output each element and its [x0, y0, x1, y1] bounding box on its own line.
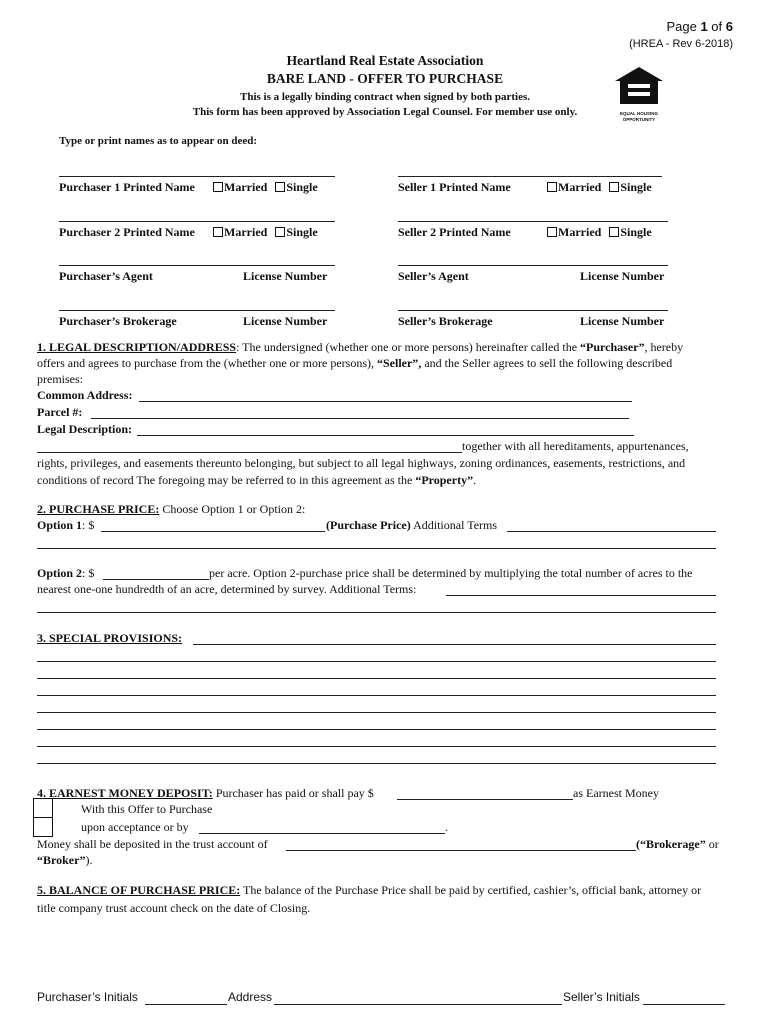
house-icon [613, 66, 665, 106]
parcel-line[interactable] [91, 418, 629, 419]
s1-line2 [37, 356, 672, 371]
seller1-label: Seller 1 Printed Name [398, 180, 511, 194]
form-title: BARE LAND - OFFER TO PURCHASE [266, 71, 504, 86]
special-provisions-line[interactable] [37, 746, 716, 747]
seller-agent-license-label: License Number [580, 269, 665, 283]
s5-text1: The balance of the Purchase Price shall be paid by certified, cashier’s, official bank, attorney or [240, 883, 702, 897]
purchase-price-term: (Purchase Price) [326, 518, 411, 532]
s1-line6 [37, 473, 476, 488]
purchaser-agent-license-label: License Number [243, 269, 328, 283]
s4-broker [37, 853, 92, 868]
special-provisions-line[interactable] [37, 695, 716, 696]
legal-description-line[interactable] [137, 435, 634, 436]
s5-line1 [37, 883, 701, 898]
page-total: 6 [725, 19, 733, 34]
option2-price-line[interactable] [103, 579, 209, 580]
married-label: Married [224, 180, 268, 194]
seller-term: “Seller”, [376, 356, 422, 370]
purchaser2-single-checkbox[interactable] [275, 227, 285, 237]
s5-heading: 5. BALANCE OF PURCHASE PRICE: [37, 883, 241, 897]
single-label: Single [620, 225, 652, 239]
address-line[interactable] [274, 1004, 562, 1005]
s4-brokerage [636, 837, 719, 852]
brokerage-term: (“Brokerage” [636, 837, 706, 851]
s2-heading: 2. PURCHASE PRICE: [37, 502, 160, 516]
option2-dollar: : $ [82, 566, 95, 580]
single-label: Single [286, 225, 318, 239]
s1-text1a: : The undersigned (whether one or more persons) hereinafter called the [236, 340, 581, 354]
seller1-married-checkbox[interactable] [547, 182, 557, 192]
purchaser-brokerage-label: Purchaser’s Brokerage [59, 314, 177, 328]
property-term: “Property” [415, 473, 474, 487]
single-label: Single [286, 180, 318, 194]
s1-line1 [37, 340, 683, 355]
s1-text6b: . [473, 473, 477, 487]
s4-deposit-text: Money shall be deposited in the trust account of [37, 837, 268, 851]
legal-notice: This is a legally binding contract when signed by both parties. [239, 91, 531, 103]
earnest-option-a: With this Offer to Purchase [81, 802, 213, 816]
seller-initials-line[interactable] [643, 1004, 725, 1005]
seller-brokerage-license-label: License Number [580, 314, 665, 328]
married-label: Married [558, 225, 602, 239]
deed-instruction: Type or print names as to appear on deed: [59, 135, 258, 147]
footer-purchaser-initials: Purchaser’s Initials [37, 990, 138, 1004]
option2-terms-line2[interactable] [37, 612, 716, 613]
option2-row [37, 566, 94, 581]
s4-line1 [37, 786, 374, 801]
married-label: Married [224, 225, 268, 239]
s1-line4: together with all hereditaments, appurtenances, [462, 439, 689, 453]
s1-text6a: conditions of record The foregoing may be referred to in this agreement as the [37, 473, 416, 487]
footer-seller-initials: Seller’s Initials [563, 990, 640, 1004]
s4-or: or [705, 837, 719, 851]
purchaser-agent-label: Purchaser’s Agent [59, 269, 153, 283]
legal-description-label: Legal Description: [37, 422, 132, 436]
seller2-status [547, 225, 652, 240]
option2-rest: per acre. Option 2-purchase price shall be determined by multiplying the total number of acres to the [209, 566, 693, 580]
s5-line2: title company trust account check on the date of Closing. [37, 901, 311, 915]
single-label: Single [620, 180, 652, 194]
equal-housing-logo [613, 66, 665, 121]
option2-line2: nearest one-one hundredth of an acre, determined by survey. Additional Terms: [37, 582, 417, 596]
option1-row [37, 518, 94, 533]
seller-brokerage-line[interactable] [398, 310, 668, 311]
seller2-married-checkbox[interactable] [547, 227, 557, 237]
ehl-line1: EQUAL HOUSING [620, 111, 658, 116]
option1-terms-line2[interactable] [37, 548, 716, 549]
s2-line1 [37, 502, 305, 517]
s4-heading: 4. EARNEST MONEY DEPOSIT: [37, 786, 213, 800]
s4-text1b: as Earnest Money [573, 786, 659, 800]
purchaser-agent-line[interactable] [59, 265, 335, 266]
special-provisions-line[interactable] [37, 729, 716, 730]
purchaser2-name-line[interactable] [59, 221, 335, 222]
seller2-name-line[interactable] [398, 221, 668, 222]
page-number [666, 19, 733, 34]
purchaser-brokerage-line[interactable] [59, 310, 335, 311]
purchaser1-married-checkbox[interactable] [213, 182, 223, 192]
common-address-line[interactable] [139, 401, 632, 402]
option1-terms-line[interactable] [507, 531, 716, 532]
seller2-single-checkbox[interactable] [609, 227, 619, 237]
special-provisions-line[interactable] [37, 763, 716, 764]
purchaser-term: “Purchaser” [580, 340, 645, 354]
seller1-status [547, 180, 652, 195]
purchaser-brokerage-license-label: License Number [243, 314, 328, 328]
purchaser1-name-line[interactable] [59, 176, 335, 177]
seller2-label: Seller 2 Printed Name [398, 225, 511, 239]
purchaser2-married-checkbox[interactable] [213, 227, 223, 237]
seller-agent-label: Seller’s Agent [398, 269, 469, 283]
earnest-amount-line[interactable] [397, 799, 573, 800]
legal-description-line2[interactable] [37, 452, 462, 453]
revision-label: (HREA - Rev 6-2018) [629, 38, 733, 50]
parcel-label: Parcel #: [37, 405, 83, 419]
married-label: Married [558, 180, 602, 194]
special-provisions-line[interactable] [37, 712, 716, 713]
purchaser2-label: Purchaser 2 Printed Name [59, 225, 195, 239]
common-address-label: Common Address: [37, 388, 133, 402]
s1-text2a: offers and agrees to purchase from the (whether one or more persons), [37, 356, 377, 370]
additional-terms-label: Additional Terms [410, 518, 498, 532]
s4-text1: Purchaser has paid or shall pay $ [212, 786, 374, 800]
earnest-option-b: upon acceptance or by [81, 820, 189, 834]
earnest-with-offer-checkbox[interactable] [33, 798, 53, 818]
s1-heading: 1. LEGAL DESCRIPTION/ADDRESS [37, 340, 237, 354]
option1-label: Option 1 [37, 518, 83, 532]
page-of: of [711, 19, 723, 34]
option2-label: Option 2 [37, 566, 83, 580]
page-current: 1 [700, 19, 708, 34]
earnest-date-line[interactable] [199, 833, 445, 834]
purchaser-initials-line[interactable] [145, 1004, 227, 1005]
option2-terms-line[interactable] [446, 595, 716, 596]
option1-price-line[interactable] [101, 531, 325, 532]
seller1-single-checkbox[interactable] [609, 182, 619, 192]
purchaser1-single-checkbox[interactable] [275, 182, 285, 192]
s4-end: ). [85, 853, 93, 867]
s1-line5: rights, privileges, and easements thereunto belonging, but subject to all legal highways, zoning ordinances, easements, restrictions, and [37, 456, 686, 470]
approval-notice: This form has been approved by Association Legal Counsel. For member use only. [192, 106, 578, 118]
seller-brokerage-label: Seller’s Brokerage [398, 314, 493, 328]
org-name: Heartland Real Estate Association [286, 53, 484, 68]
earnest-upon-acceptance-checkbox[interactable] [33, 817, 53, 837]
special-provisions-line[interactable] [193, 644, 716, 645]
option1-terms [326, 518, 497, 533]
purchaser1-status [213, 180, 318, 195]
trust-account-line[interactable] [286, 850, 636, 851]
option1-dollar: : $ [82, 518, 95, 532]
seller1-name-line[interactable] [398, 176, 662, 177]
page-label: Page [666, 19, 697, 34]
special-provisions-line[interactable] [37, 678, 716, 679]
s2-intro: Choose Option 1 or Option 2: [159, 502, 306, 516]
purchaser1-label: Purchaser 1 Printed Name [59, 180, 195, 194]
earnest-option-b-end: . [445, 820, 448, 834]
special-provisions-line[interactable] [37, 661, 716, 662]
ehl-line2: OPPORTUNITY [622, 117, 656, 122]
purchaser2-status [213, 225, 318, 240]
s3-heading: 3. SPECIAL PROVISIONS: [37, 631, 183, 645]
broker-term: “Broker” [37, 853, 86, 867]
s1-line3: premises: [37, 372, 83, 386]
s1-text1b: , hereby [644, 340, 684, 354]
footer-address: Address [228, 990, 273, 1004]
seller-agent-line[interactable] [398, 265, 668, 266]
s1-text2b: and the Seller agrees to sell the following described [421, 356, 673, 370]
